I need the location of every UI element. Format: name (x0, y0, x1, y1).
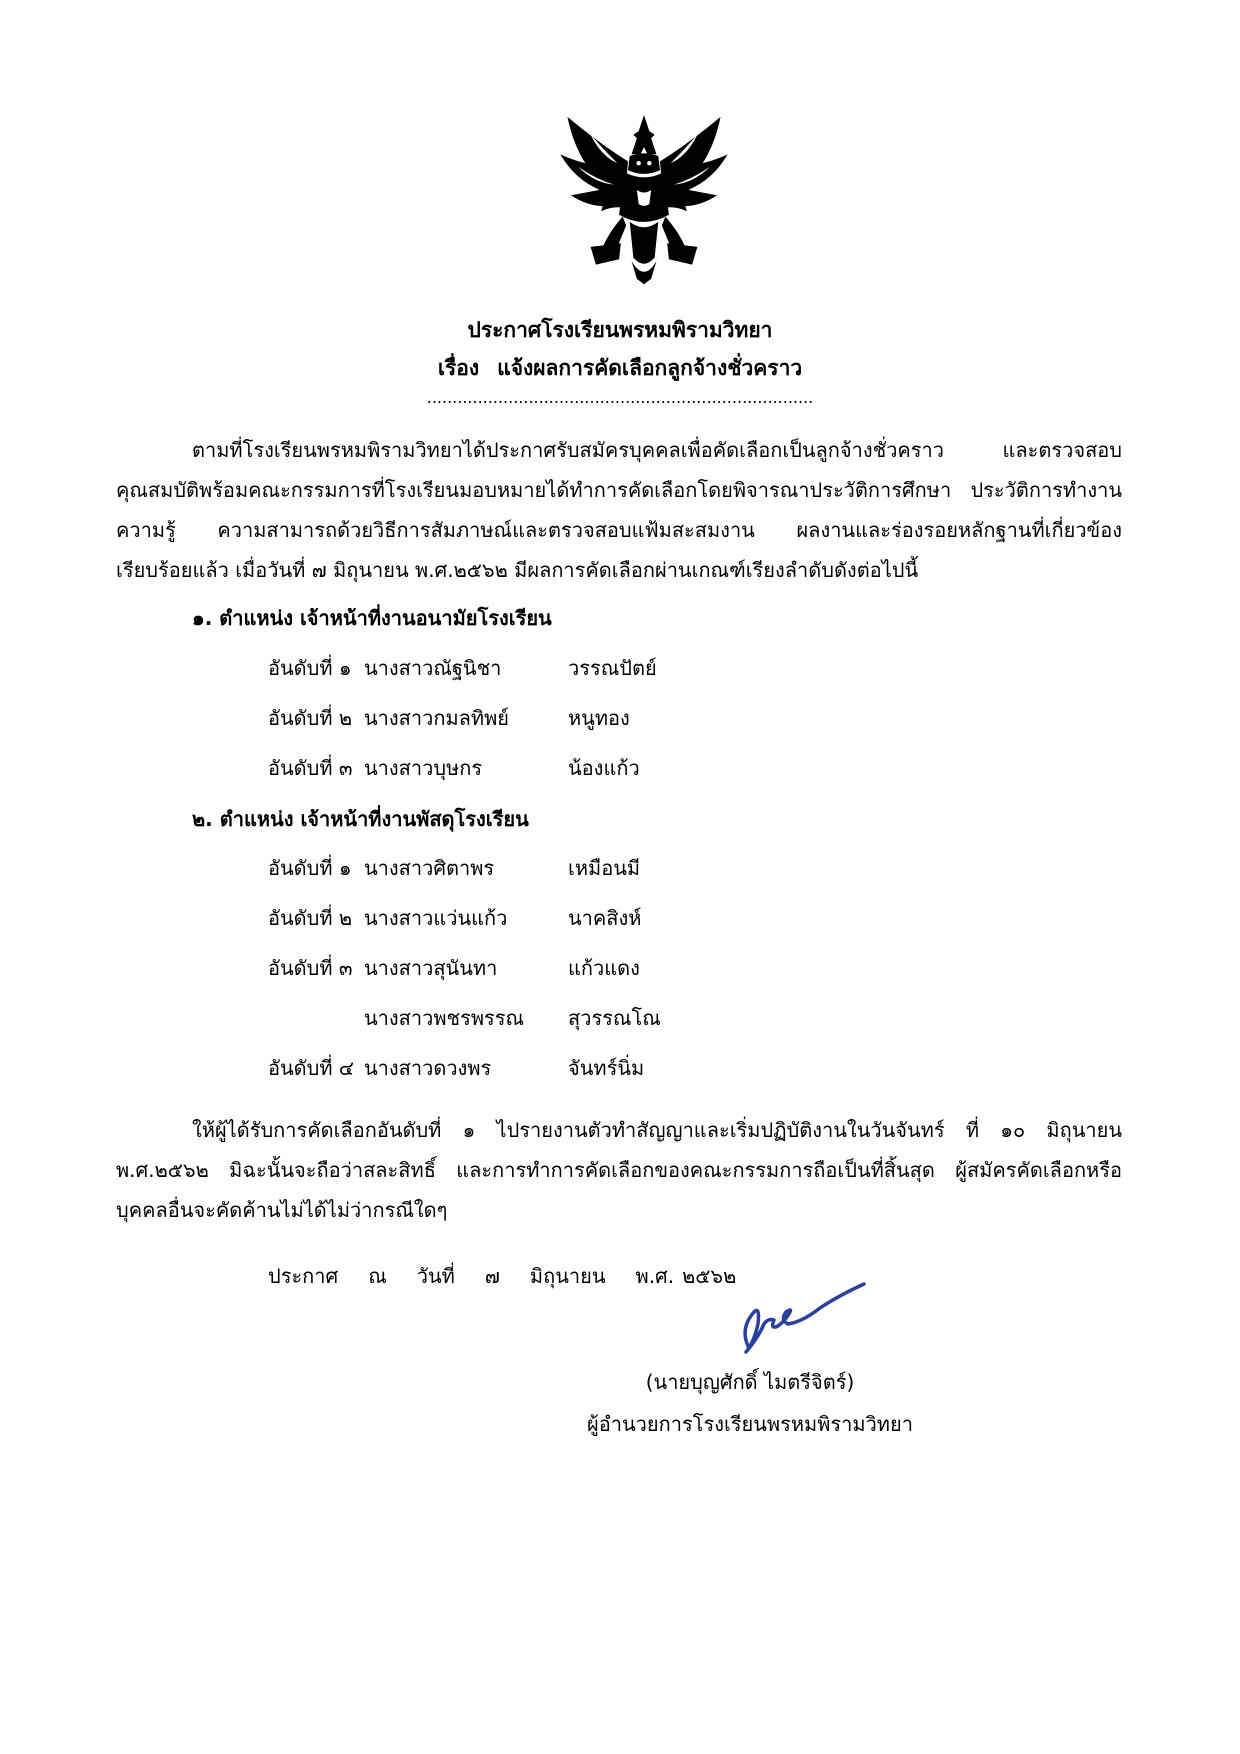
candidate-first-name: นางสาวสุนันทา (364, 956, 498, 980)
candidate-row (268, 1052, 868, 1082)
position-title: ๑. ตำแหน่ง เจ้าหน้าที่งานอนามัยโรงเรียน (192, 606, 552, 630)
candidate-last-name: หนูทอง (568, 706, 630, 730)
candidate-rank: อันดับที่ ๓ (268, 956, 353, 980)
announce-day-label: วันที่ (416, 1264, 455, 1288)
candidate-rank: อันดับที่ ๑ (268, 856, 352, 880)
closing-paragraph: ให้ผู้ได้รับการคัดเลือกอันดับที่ ๑ ไปรายงานตัวทำสัญญาและเริ่มปฏิบัติงานในวันจันทร์ ที่ ๑๐ มิถุนายน พ.ศ.๒๕๖๒ มิฉะนั้นจะถือว่าสละสิทธิ์ และการทำการคัดเลือกของคณะกรรมการถือเป็นที่สิ้นสุด ผู้สมัครคัดเลือกหรือบุคคลอื่นจะคัดค้านไม่ได้ไม่ว่ากรณีใดๆ (116, 1118, 1122, 1222)
candidate-rank: อันดับที่ ๑ (268, 656, 352, 680)
signer-title: ผู้อำนวยการโรงเรียนพรหมพิรามวิทยา (587, 1412, 913, 1436)
candidate-first-name: นางสาวพชรพรรณ (364, 1006, 525, 1030)
candidate-first-name: นางสาวบุษกร (364, 756, 483, 780)
announce-at: ณ (368, 1264, 387, 1288)
subject-label: เรื่อง (437, 356, 480, 380)
candidate-rank: อันดับที่ ๔ (268, 1056, 355, 1080)
candidate-row (268, 752, 868, 782)
candidate-rank: อันดับที่ ๒ (268, 706, 353, 730)
candidate-rank: อันดับที่ ๒ (268, 906, 353, 930)
garuda-emblem-icon (555, 108, 733, 286)
candidate-row (268, 702, 868, 732)
candidate-first-name: นางสาวณัฐนิชา (364, 656, 502, 680)
candidate-last-name: เหมือนมี (568, 856, 641, 880)
candidate-first-name: นางสาวศิตาพร (364, 856, 495, 880)
candidate-first-name: นางสาวกมลทิพย์ (364, 706, 509, 730)
candidate-last-name: สุวรรณโณ (568, 1006, 661, 1030)
candidate-last-name: นาคสิงห์ (568, 906, 642, 930)
candidate-row (268, 1002, 868, 1032)
candidate-last-name: จันทร์นิ่ม (568, 1056, 645, 1080)
candidate-last-name: แก้วแดง (568, 956, 640, 980)
candidate-row (268, 652, 868, 682)
subject-text: แจ้งผลการคัดเลือกลูกจ้างชั่วคราว (497, 356, 803, 380)
candidate-last-name: วรรณปัตย์ (568, 656, 657, 680)
candidate-row (268, 902, 868, 932)
candidate-rank: อันดับที่ ๓ (268, 756, 353, 780)
candidate-row (268, 952, 868, 982)
announce-year: ๒๕๖๒ (682, 1264, 737, 1288)
candidate-first-name: นางสาวแว่นแก้ว (364, 906, 508, 930)
announcement-date-line (268, 1260, 766, 1292)
candidate-row (268, 852, 868, 882)
announce-label: ประกาศ (268, 1264, 339, 1288)
intro-paragraph: ตามที่โรงเรียนพรหมพิรามวิทยาได้ประกาศรับสมัครบุคคลเพื่อคัดเลือกเป็นลูกจ้างชั่วคราว และตรวจสอบคุณสมบัติพร้อมคณะกรรมการที่โรงเรียนมอบหมายได้ทำการคัดเลือกโดยพิจารณาประวัติการศึกษา ประวัติการทำงาน ความรู้ ความสามารถด้วยวิธีการสัมภาษณ์และตรวจสอบแฟ้มสะสมงาน ผลงานและร่องรอยหลักฐานที่เกี่ยวข้องเรียบร้อยแล้ว เมื่อวันที่ ๗ มิถุนายน พ.ศ.๒๕๖๒ มีผลการคัดเลือกผ่านเกณฑ์เรียงลำดับดังต่อไปนี้ (116, 438, 1122, 582)
position-title: ๒. ตำแหน่ง เจ้าหน้าที่งานพัสดุโรงเรียน (192, 807, 529, 831)
announce-day: ๗ (484, 1264, 500, 1288)
signer-name: (นายบุญศักดิ์ ไมตรีจิตร์) (645, 1370, 855, 1394)
signature-icon (730, 1268, 870, 1358)
candidate-first-name: นางสาวดวงพร (364, 1056, 492, 1080)
announce-year-label: พ.ศ. (635, 1264, 675, 1288)
document-title: ประกาศโรงเรียนพรหมพิรามวิทยา (467, 318, 773, 342)
candidate-last-name: น้องแก้ว (568, 756, 640, 780)
announce-month: มิถุนายน (529, 1264, 606, 1288)
document-subject (0, 352, 1240, 385)
divider-dots: ............................................................................ (426, 388, 814, 407)
